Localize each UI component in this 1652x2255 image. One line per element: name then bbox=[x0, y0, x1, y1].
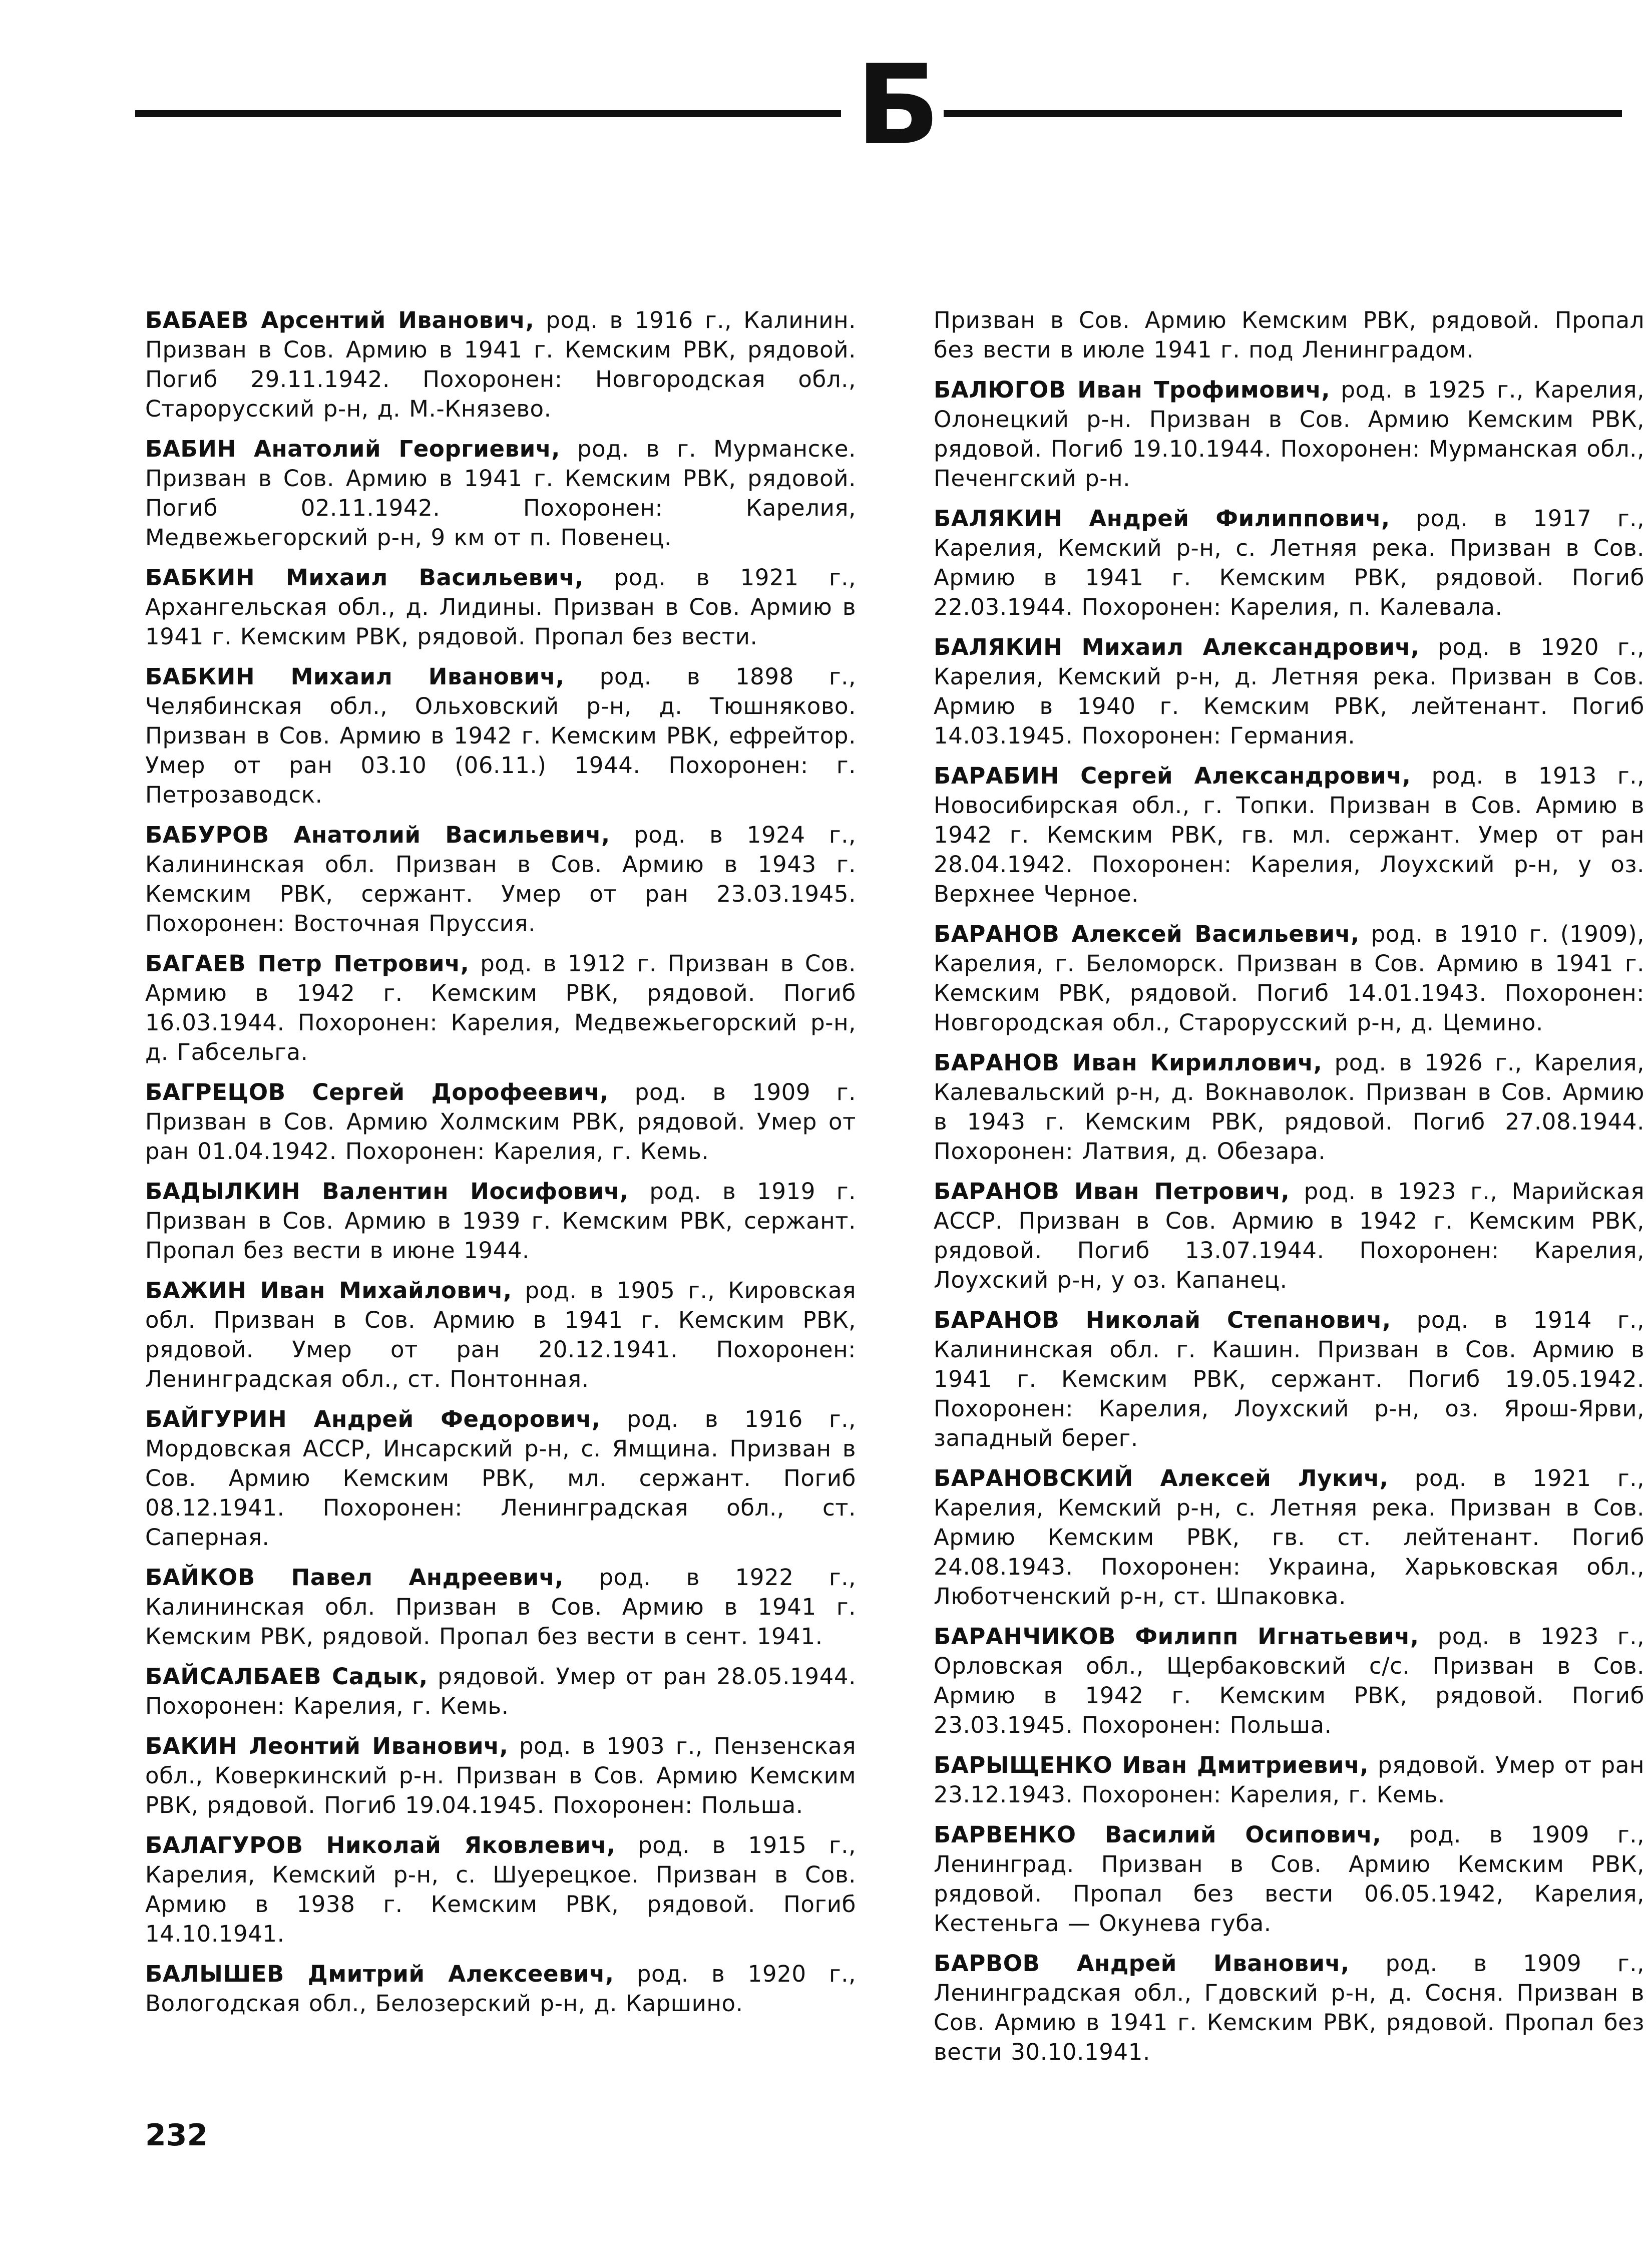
entry-text: род. в 1926 г., Карелия, Калевальский р-н, д. Вокнаволок. Призван в Сов. Армию в 1943 г. Кемским РВК, рядовой. Погиб 27.08.1944. Похоронен: Латвия, д. Обезара. bbox=[934, 1049, 1644, 1165]
entry bbox=[145, 305, 856, 424]
entry bbox=[145, 1731, 856, 1820]
entry-name: БАЙКОВ Павел Андреевич, bbox=[145, 1564, 564, 1591]
entry-text: род. в 1917 г., Карелия, Кемский р-н, с. Летняя река. Призван в Сов. Армию в 1941 г. Кемским РВК, рядовой. Погиб 22.03.1944. Похоронен: Карелия, п. Калевала. bbox=[934, 505, 1644, 620]
entry bbox=[934, 1949, 1644, 2067]
entry-name: БАДЫЛКИН Валентин Иосифович, bbox=[145, 1178, 629, 1205]
entry-text: род. в 1912 г. Призван в Сов. Армию в 1942 г. Кемским РВК, рядовой. Погиб 16.03.1944. Похоронен: Карелия, Медвежьегорский р-н, д. Габсельга. bbox=[145, 950, 856, 1065]
entry-name: БАЛЯКИН Андрей Филиппович, bbox=[934, 505, 1390, 532]
entry bbox=[145, 1276, 856, 1394]
entry bbox=[145, 662, 856, 810]
entry-text: род. в 1898 г., Челябинская обл., Ольховский р-н, д. Тюшняково. Призван в Сов. Армию в 1942 г. Кемским РВК, ефрейтор. Умер от ран 03.10 (06.11.) 1944. Похоронен: г. Петрозаводск. bbox=[145, 663, 856, 808]
entry-name: БАБИН Анатолий Георгиевич, bbox=[145, 436, 561, 462]
header-rule-left bbox=[135, 110, 841, 117]
entry-name: БАРАНОВ Иван Кириллович, bbox=[934, 1049, 1323, 1076]
entry-text: род. в 1909 г. Призван в Сов. Армию Холмским РВК, рядовой. Умер от ран 01.04.1942. Похоронен: Карелия, г. Кемь. bbox=[145, 1079, 856, 1165]
entry bbox=[145, 434, 856, 552]
entry-name: БАЛАГУРОВ Николай Яковлевич, bbox=[145, 1832, 616, 1858]
entry bbox=[934, 1305, 1644, 1453]
entry-name: БАРВОВ Андрей Иванович, bbox=[934, 1950, 1350, 1977]
entry-name: БАГАЕВ Петр Петрович, bbox=[145, 950, 470, 977]
entry-text: род. в 1916 г., Калинин. Призван в Сов. Армию в 1941 г. Кемским РВК, рядовой. Погиб 29.11.1942. Похоронен: Новгородская обл., Старорусский р-н, д. М.-Князево. bbox=[145, 307, 856, 422]
entry-text: род. в 1915 г., Карелия, Кемский р-н, с. Шуерецкое. Призван в Сов. Армию в 1938 г. Кемским РВК, рядовой. Погиб 14.10.1941. bbox=[145, 1832, 857, 1947]
entry-name: БАЙГУРИН Андрей Федорович, bbox=[145, 1406, 601, 1432]
entry bbox=[934, 761, 1644, 909]
entry-text: род. в 1903 г., Пензенская обл., Коверкинский р-н. Призван в Сов. Армию Кемским РВК, рядовой. Погиб 19.04.1945. Похоронен: Польша. bbox=[145, 1733, 856, 1818]
entry bbox=[145, 1959, 856, 2018]
entry bbox=[145, 1830, 856, 1949]
entry bbox=[145, 1404, 856, 1552]
entry bbox=[145, 1177, 856, 1265]
entry-text: род. в 1925 г., Карелия, Олонецкий р-н. Призван в Сов. Армию Кемским РВК, рядовой. Погиб 19.10.1944. Похоронен: Мурманская обл., Печенгский р-н. bbox=[934, 377, 1645, 492]
entry-name: БАЖИН Иван Михайлович, bbox=[145, 1277, 512, 1304]
entry bbox=[934, 1463, 1644, 1611]
entry bbox=[934, 1048, 1644, 1166]
entry-name: БАБКИН Михаил Иванович, bbox=[145, 663, 565, 690]
entry-name: БАКИН Леонтий Иванович, bbox=[145, 1733, 509, 1759]
entry bbox=[934, 1750, 1644, 1809]
entry bbox=[145, 949, 856, 1067]
entry-text: род. в 1909 г., Ленинград. Призван в Сов. Армию Кемским РВК, рядовой. Пропал без вести 06.05.1942, Карелия, Кестеньга — Окунева губа. bbox=[934, 1821, 1644, 1937]
entry bbox=[934, 375, 1644, 493]
entry-name: БАБАЕВ Арсентий Иванович, bbox=[145, 307, 535, 333]
entry-text: род. в 1922 г., Калининская обл. Призван в Сов. Армию в 1941 г. Кемским РВК, рядовой. Пропал без вести в сент. 1941. bbox=[145, 1564, 857, 1650]
entry-name: БАГРЕЦОВ Сергей Дорофеевич, bbox=[145, 1079, 609, 1105]
entry-name: БАЛЮГОВ Иван Трофимович, bbox=[934, 377, 1331, 403]
entry-name: БАЛЯКИН Михаил Александрович, bbox=[934, 634, 1420, 660]
entry-text: Призван в Сов. Армию Кемским РВК, рядовой. Пропал без вести в июле 1941 г. под Ленинградом. bbox=[934, 307, 1644, 363]
entry bbox=[145, 1077, 856, 1166]
entry-name: БАРАНЧИКОВ Филипп Игнатьевич, bbox=[934, 1623, 1419, 1650]
entry-name: БАРВЕНКО Василий Осипович, bbox=[934, 1821, 1382, 1848]
entry-text: род. в 1923 г., Марийская АССР. Призван в Сов. Армию в 1942 г. Кемским РВК, рядовой. Погиб 13.07.1944. Похоронен: Карелия, Лоухский р-н, у оз. Капанец. bbox=[934, 1178, 1644, 1293]
entry-name: БАЛЫШЕВ Дмитрий Алексеевич, bbox=[145, 1961, 614, 1987]
entry-text: род. в 1919 г. Призван в Сов. Армию в 1939 г. Кемским РВК, сержант. Пропал без вести в июне 1944. bbox=[145, 1178, 856, 1264]
entry bbox=[934, 1820, 1644, 1938]
section-letter: Б bbox=[856, 41, 940, 169]
entry-text: род. в 1923 г., Орловская обл., Щербаковский с/с. Призван в Сов. Армию в 1942 г. Кемским РВК, рядовой. Погиб 23.03.1945. Похоронен: Польша. bbox=[934, 1623, 1644, 1738]
entry-name: БАРЫЩЕНКО Иван Дмитриевич, bbox=[934, 1752, 1369, 1778]
entry-text: род. в 1916 г., Мордовская АССР, Инсарский р-н, с. Ямщина. Призван в Сов. Армию Кемским РВК, мл. сержант. Погиб 08.12.1941. Похоронен: Ленинградская обл., ст. Саперная. bbox=[145, 1406, 857, 1551]
entry-text: род. в 1909 г., Ленинградская обл., Гдовский р-н, д. Сосня. Призван в Сов. Армию в 1941 г. Кемским РВК, рядовой. Пропал без вести 30.10.1941. bbox=[934, 1950, 1644, 2065]
entry-text: род. в 1920 г., Вологодская обл., Белозерский р-н, д. Каршино. bbox=[145, 1961, 856, 2017]
entry bbox=[934, 1177, 1644, 1295]
entry-text: род. в 1921 г., Карелия, Кемский р-н, с. Летняя река. Призван в Сов. Армию Кемским РВК, гв. ст. лейтенант. Погиб 24.08.1943. Похоронен: Украина, Харьковская обл., Люботченский р-н, ст. Шпаковка. bbox=[934, 1465, 1644, 1610]
section-header bbox=[135, 41, 1622, 169]
entry bbox=[934, 632, 1644, 750]
entry-text: род. в г. Мурманске. Призван в Сов. Армию в 1941 г. Кемским РВК, рядовой. Погиб 02.11.1942. Похоронен: Карелия, Медвежьегорский р-н, 9 км от п. Повенец. bbox=[145, 436, 856, 551]
entry-text: род. в 1921 г., Архангельская обл., д. Лидины. Призван в Сов. Армию в 1941 г. Кемским РВК, рядовой. Пропал без вести. bbox=[145, 564, 856, 650]
entry-text: род. в 1924 г., Калининская обл. Призван в Сов. Армию в 1943 г. Кемским РВК, сержант. Умер от ран 23.03.1945. Похоронен: Восточная Пруссия. bbox=[145, 822, 856, 937]
entry bbox=[145, 1563, 856, 1651]
entry-name: БАБКИН Михаил Васильевич, bbox=[145, 564, 584, 591]
entry bbox=[145, 563, 856, 651]
entry-name: БАРАБИН Сергей Александрович, bbox=[934, 763, 1411, 789]
entry-name: БАРАНОВСКИЙ Алексей Лукич, bbox=[934, 1465, 1389, 1491]
entry bbox=[934, 1622, 1644, 1740]
entry-name: БАБУРОВ Анатолий Васильевич, bbox=[145, 822, 610, 848]
entry-name: БАРАНОВ Алексей Васильевич, bbox=[934, 921, 1360, 947]
entry-text: рядовой. Умер от ран 23.12.1943. Похоронен: Карелия, г. Кемь. bbox=[934, 1752, 1644, 1808]
entry-name: БАРАНОВ Иван Петрович, bbox=[934, 1178, 1290, 1205]
entry-name: БАЙСАЛБАЕВ Садык, bbox=[145, 1663, 428, 1690]
entry-text: род. в 1910 г. (1909), Карелия, г. Беломорск. Призван в Сов. Армию в 1941 г. Кемским РВК, рядовой. Погиб 14.01.1943. Похоронен: Новгородская обл., Старорусский р-н, д. Цемино. bbox=[934, 921, 1644, 1036]
entry-text: род. в 1913 г., Новосибирская обл., г. Топки. Призван в Сов. Армию в 1942 г. Кемским РВК, гв. мл. сержант. Умер от ран 28.04.1942. Похоронен: Карелия, Лоухский р-н, у оз. Верхнее Черное. bbox=[934, 763, 1644, 907]
entries-columns bbox=[145, 305, 1645, 2158]
entry-continuation bbox=[934, 305, 1644, 364]
entry-text: род. в 1920 г., Карелия, Кемский р-н, д. Летняя река. Призван в Сов. Армию в 1940 г. Кемским РВК, лейтенант. Погиб 14.03.1945. Похоронен: Германия. bbox=[934, 634, 1644, 749]
entry-text: род. в 1905 г., Кировская обл. Призван в Сов. Армию в 1941 г. Кемским РВК, рядовой. Умер от ран 20.12.1941. Похоронен: Ленинградская обл., ст. Понтонная. bbox=[145, 1277, 856, 1392]
entry-name: БАРАНОВ Николай Степанович, bbox=[934, 1307, 1391, 1333]
left-column bbox=[145, 305, 856, 2029]
right-column bbox=[934, 305, 1644, 2077]
entry-text: рядовой. Умер от ран 28.05.1944. Похоронен: Карелия, г. Кемь. bbox=[145, 1663, 856, 1719]
page-number: 232 bbox=[145, 2118, 208, 2153]
header-rule-right bbox=[944, 110, 1622, 117]
entry bbox=[934, 919, 1644, 1037]
entry bbox=[145, 1662, 856, 1721]
entry bbox=[934, 504, 1644, 622]
entry-text: род. в 1914 г., Калининская обл. г. Кашин. Призван в Сов. Армию в 1941 г. Кемским РВК, сержант. Погиб 19.05.1942. Похоронен: Карелия, Лоухский р-н, оз. Ярош-Ярви, западный берег. bbox=[934, 1307, 1644, 1451]
entry bbox=[145, 820, 856, 938]
